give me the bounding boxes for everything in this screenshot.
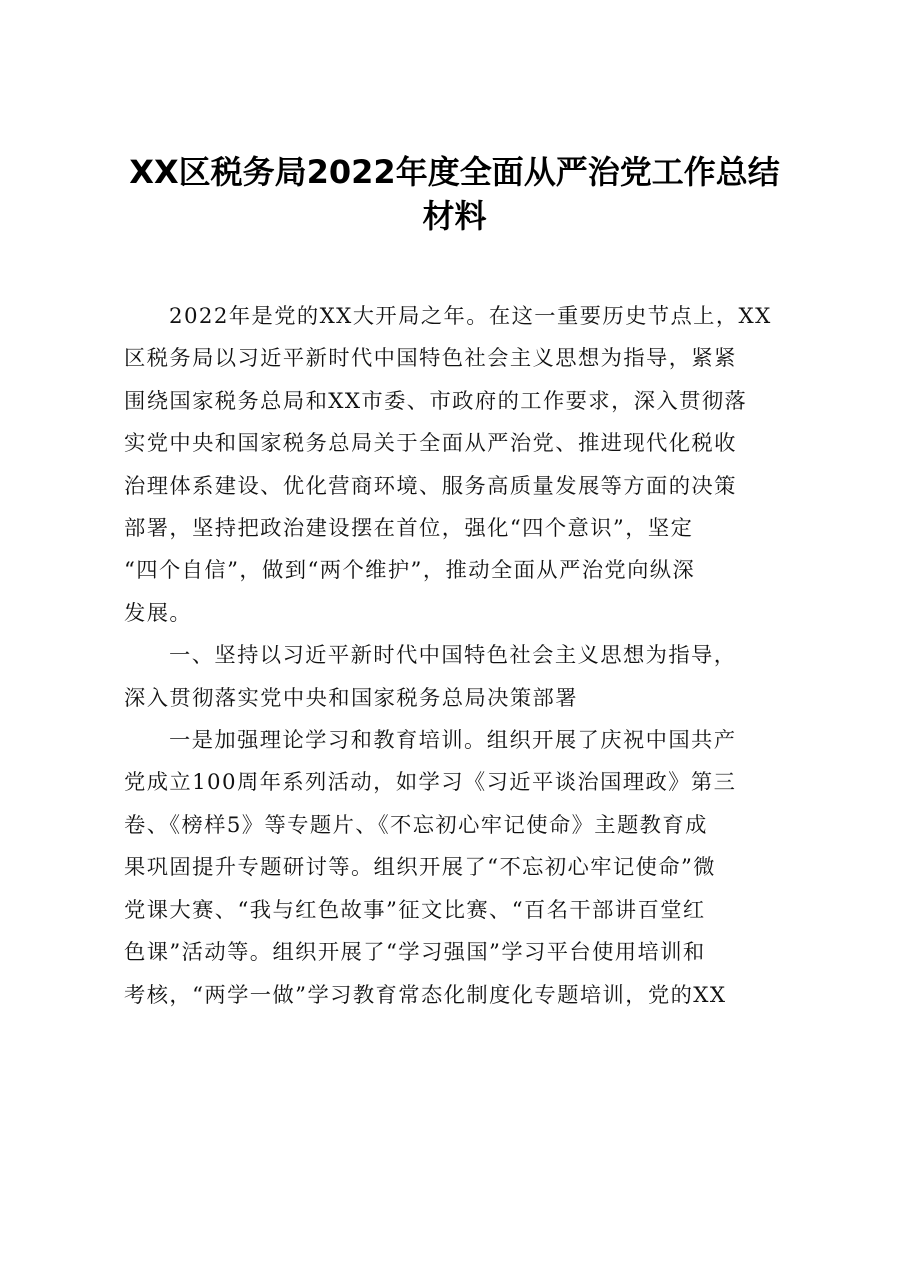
section-heading-1 bbox=[124, 635, 796, 720]
text-line: 围绕国家税务总局和XX市委、市政府的工作要求，深入贯彻落 bbox=[124, 388, 748, 414]
text-line: 卷、《榜样5》等专题片、《不忘初心牢记使命》主题教育成 bbox=[124, 812, 708, 838]
text-line: “四个自信”，做到“两个维护”，推动全面从严治党向纵深 bbox=[124, 558, 696, 584]
text-line: 一、坚持以习近平新时代中国特色社会主义思想为指导， bbox=[169, 643, 737, 669]
text-line: 果巩固提升专题研讨等。组织开展了“不忘初心牢记使命”微 bbox=[124, 855, 716, 881]
text-line: 深入贯彻落实党中央和国家税务总局决策部署 bbox=[124, 685, 578, 711]
document-title bbox=[110, 150, 799, 238]
text-line: 治理体系建设、优化营商环境、服务高质量发展等方面的决策 bbox=[124, 473, 737, 499]
text-line: 一是加强理论学习和教育培训。组织开展了庆祝中国共产 bbox=[169, 728, 737, 754]
paragraph-theory-study bbox=[124, 720, 796, 1017]
document-body bbox=[124, 296, 796, 1017]
text-line: 实党中央和国家税务总局关于全面从严治党、推进现代化税收 bbox=[124, 431, 737, 457]
text-line: 部署，坚持把政治建设摆在首位，强化“四个意识”，坚定 bbox=[124, 516, 694, 542]
text-line: 发展。 bbox=[124, 600, 193, 626]
text-line: 色课”活动等。组织开展了“学习强国”学习平台使用培训和 bbox=[124, 940, 706, 966]
text-line: 2022年是党的XX大开局之年。在这一重要历史节点上，XX bbox=[169, 304, 772, 329]
text-line: 考核，“两学一做”学习教育常态化制度化专题培训，党的XX bbox=[124, 982, 727, 1008]
paragraph-intro bbox=[124, 296, 796, 635]
text-line: 党成立100周年系列活动，如学习《习近平谈治国理政》第三 bbox=[124, 770, 737, 796]
title-line-2: 材料 bbox=[422, 197, 487, 235]
title-line-1: XX区税务局2022年度全面从严治党工作总结 bbox=[129, 153, 780, 191]
text-line: 党课大赛、“我与红色故事”征文比赛、“百名干部讲百堂红 bbox=[124, 897, 706, 923]
text-line: 区税务局以习近平新时代中国特色社会主义思想为指导，紧紧 bbox=[124, 346, 737, 372]
